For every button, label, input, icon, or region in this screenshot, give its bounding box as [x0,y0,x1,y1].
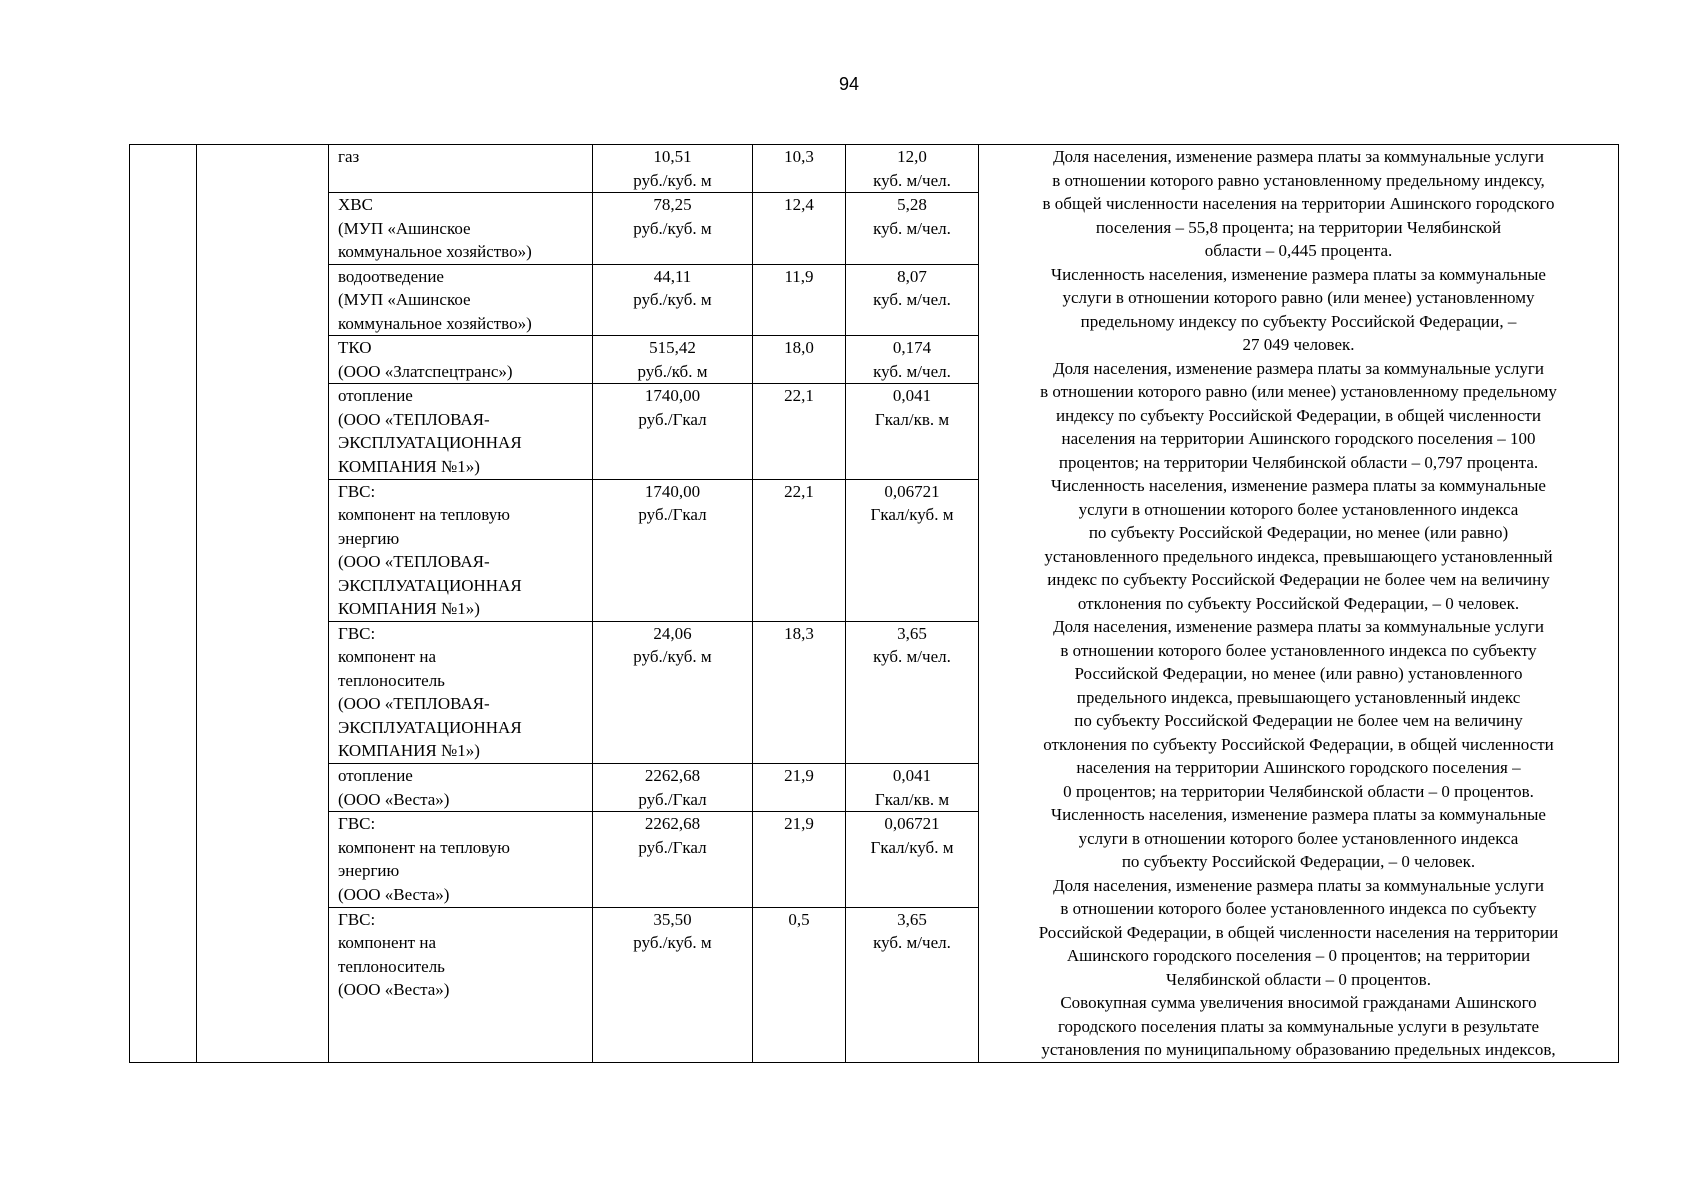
description-line: поселения – 55,8 процента; на территории Челябинской [1095,217,1502,237]
service-cell [329,384,593,479]
consumption-norm-line: 12,0 [897,147,927,166]
tariff-cell [593,621,753,763]
service-cell [329,479,593,621]
consumption-norm-line: Гкал/кв. м [874,789,950,809]
description-line: отклонения по субъекту Российской Федерации, – 0 человек. [1077,593,1520,613]
consumption-norm-line: 0,041 [892,766,932,786]
consumption-norm-cell [846,479,979,621]
service-line: ГВС: [338,814,376,834]
increase-percent-cell [753,907,846,1062]
description-line: процентов; на территории Челябинской области – 0,797 процента. [1058,452,1539,472]
service-line: ГВС: [338,481,376,501]
service-line: отопление [338,386,413,406]
description-line: в общей численности населения на территории Ашинского городского [1042,194,1555,213]
tariff-cell [593,812,753,907]
description-line: услуги в отношении которого более установленного индекса [1078,499,1519,519]
tariff-line: 2262,68 [644,814,701,834]
description-line: 27 049 человек. [1242,335,1355,354]
consumption-norm-line: 8,07 [897,266,927,286]
empty-cell-municipality [197,145,329,1063]
description-line: в отношении которого более установленного индекса по субъекту [1060,640,1537,660]
consumption-norm-line: куб. м/чел. [873,218,951,238]
description-line: Российской Федерации, в общей численности населения на территории [1038,922,1559,942]
increase-percent: 22,1 [784,386,814,406]
increase-percent-cell [753,764,846,812]
tariff-cell [593,193,753,265]
service-cell [329,621,593,763]
page-number: 94 [838,74,860,94]
tariff-line: руб./Гкал [638,837,707,857]
description-line: Численность населения, изменение размера платы за коммунальные [1051,476,1546,495]
tariff-line: руб./кб. м [637,361,708,381]
increase-percent-cell [753,145,846,193]
table-row [130,145,1619,193]
description-line: отклонения по субъекту Российской Федерации, в общей численности [1043,734,1554,754]
increase-percent: 18,3 [784,623,814,643]
tariff-cell [593,384,753,479]
service-line: теплоноситель [338,670,445,690]
service-cell [329,193,593,265]
consumption-norm-cell [846,336,979,384]
description-line: в отношении которого равно установленному предельному индексу, [1052,170,1545,190]
consumption-norm-line: 3,65 [897,623,927,643]
service-cell [329,812,593,907]
consumption-norm-line: Гкал/куб. м [870,837,954,857]
consumption-norm-cell [846,621,979,763]
service-line: ГВС: [338,909,376,929]
service-line: энергию [338,861,400,881]
increase-percent-cell [753,264,846,336]
consumption-norm-line: Гкал/куб. м [870,505,954,525]
description-line: Челябинской области – 0 процентов. [1166,969,1431,989]
service-line: энергию [338,528,400,548]
description-line: населения на территории Ашинского городского поселения – 100 [1061,429,1536,448]
service-line: коммунальное хозяйство») [338,313,532,333]
tariff-line: руб./Гкал [638,505,707,525]
tariff-line: руб./куб. м [633,933,712,952]
service-line: водоотведение [338,266,444,286]
service-line: коммунальное хозяйство») [338,242,532,262]
increase-percent-cell [753,621,846,763]
service-line: ТКО [338,338,372,358]
consumption-norm-cell [846,193,979,265]
consumption-norm-cell [846,264,979,336]
service-cell [329,764,593,812]
description-line: 0 процентов; на территории Челябинской области – 0 процентов. [1063,781,1534,801]
tariff-line: руб./куб. м [633,218,712,238]
service-line: (ООО «ТЕПЛОВАЯ- [338,409,490,429]
service-line: (ООО «Веста») [338,884,450,904]
service-line: ЭКСПЛУАТАЦИОННАЯ [338,575,522,595]
increase-percent: 10,3 [784,147,814,166]
increase-percent-cell [753,193,846,265]
tariff-line: руб./Гкал [638,789,707,809]
service-line: КОМПАНИЯ №1») [338,599,480,619]
tariff-cell [593,145,753,193]
consumption-norm-cell [846,812,979,907]
service-line: (ООО «Веста») [338,980,450,999]
tariff-line: 44,11 [653,266,692,286]
service-cell [329,907,593,1062]
increase-percent: 18,0 [784,338,814,358]
tariff-cell [593,264,753,336]
increase-percent-cell [753,336,846,384]
service-line: (ООО «ТЕПЛОВАЯ- [338,694,490,714]
description-line: Российской Федерации, но менее (или равно) установленного [1074,664,1523,683]
description-line: Доля населения, изменение размера платы за коммунальные услуги [1053,875,1544,895]
description-line: индексу по субъекту Российской Федерации, в общей численности [1056,405,1541,425]
description-line: Численность населения, изменение размера платы за коммунальные [1051,805,1546,824]
increase-percent: 22,1 [784,481,814,501]
tariff-table [129,144,1619,1063]
service-cell [329,264,593,336]
service-line: компонент на [338,647,436,667]
increase-percent-cell [753,479,846,621]
description-line: по субъекту Российской Федерации не более чем на величину [1074,711,1523,730]
description-line: предельного индекса, превышающего установленный индекс [1076,687,1521,707]
empty-cell-number [130,145,197,1063]
description-line: в отношении которого более установленного индекса по субъекту [1060,899,1537,918]
tariff-cell [593,479,753,621]
service-line: (МУП «Ашинское [338,218,471,238]
tariff-line: 1740,00 [644,481,701,501]
service-line: компонент на тепловую [338,505,510,525]
service-line: (ООО «ТЕПЛОВАЯ- [338,552,490,572]
description-cell [979,145,1619,1063]
service-line: компонент на тепловую [338,837,510,857]
consumption-norm-line: 0,06721 [884,481,940,501]
consumption-norm-line: куб. м/чел. [873,170,951,190]
service-line: (ООО «Златспецтранс») [338,361,513,381]
increase-percent: 0,5 [788,909,810,929]
description-line: установления по муниципальному образованию предельных индексов, [1041,1040,1556,1059]
tariff-cell [593,336,753,384]
description-line: городского поселения платы за коммунальные услуги в результате [1057,1016,1540,1036]
description-line: по субъекту Российской Федерации, но менее (или равно) [1088,523,1509,542]
tariff-line: 2262,68 [644,766,701,786]
consumption-norm-cell [846,145,979,193]
consumption-norm-line: 0,174 [892,338,932,358]
consumption-norm-line: 3,65 [897,909,927,929]
consumption-norm-cell [846,384,979,479]
increase-percent-cell [753,812,846,907]
description-line: в отношении которого равно (или менее) установленному предельному [1040,382,1557,401]
service-line: ГВС: [338,623,376,643]
tariff-line: руб./куб. м [633,647,712,667]
service-line: (ООО «Веста») [338,789,450,809]
description-line: Доля населения, изменение размера платы за коммунальные услуги [1053,617,1544,636]
service-line: ЭКСПЛУАТАЦИОННАЯ [338,717,522,737]
service-line: теплоноситель [338,956,445,976]
description-line: услуги в отношении которого более установленного индекса [1078,828,1519,848]
increase-percent: 11,9 [784,266,814,286]
description-line: Ашинского городского поселения – 0 процентов; на территории [1066,946,1531,965]
description-line: услуги в отношении которого равно (или менее) установленному [1062,288,1535,307]
service-line: ЭКСПЛУАТАЦИОННАЯ [338,433,522,453]
consumption-norm-line: 0,041 [892,386,932,406]
description-line: Совокупная сумма увеличения вносимой гражданами Ашинского [1060,993,1537,1012]
increase-percent: 21,9 [784,766,814,786]
service-line: (МУП «Ашинское [338,290,471,310]
description-line: области – 0,445 процента. [1204,241,1393,260]
tariff-line: 1740,00 [644,386,701,406]
description-line: индекс по субъекту Российской Федерации не более чем на величину [1047,570,1550,589]
description-line: по субъекту Российской Федерации, – 0 человек. [1121,852,1476,871]
description-line: Доля населения, изменение размера платы за коммунальные услуги [1053,147,1544,166]
tariff-cell [593,907,753,1062]
description-line: предельному индексу по субъекту Российской Федерации, – [1080,311,1517,331]
consumption-norm-line: 0,06721 [884,814,940,834]
tariff-line: 78,25 [653,195,692,215]
tariff-line: 24,06 [653,623,692,643]
consumption-norm-line: Гкал/кв. м [874,409,950,429]
tariff-line: руб./куб. м [633,290,712,310]
tariff-line: 35,50 [653,909,692,929]
tariff-line: 10,51 [653,147,692,166]
description-line: установленного предельного индекса, превышающего установленный [1044,546,1553,566]
consumption-norm-line: куб. м/чел. [873,361,951,381]
service-cell [329,145,593,193]
consumption-norm-line: куб. м/чел. [873,933,951,952]
consumption-norm-cell [846,907,979,1062]
description-line: Численность населения, изменение размера платы за коммунальные [1051,264,1546,284]
description-line: Доля населения, изменение размера платы за коммунальные услуги [1053,358,1544,378]
increase-percent-cell [753,384,846,479]
tariff-cell [593,764,753,812]
service-line: компонент на [338,933,436,952]
tariff-line: руб./куб. м [633,170,712,190]
consumption-norm-line: куб. м/чел. [873,290,951,310]
increase-percent: 12,4 [784,195,814,215]
service-line: КОМПАНИЯ №1») [338,741,480,761]
consumption-norm-cell [846,764,979,812]
tariff-line: руб./Гкал [638,409,707,429]
service-line: ХВС [338,195,373,215]
service-line: отопление [338,766,413,786]
tariff-line: 515,42 [649,338,696,358]
service-cell [329,336,593,384]
description-line: населения на территории Ашинского городского поселения – [1076,758,1521,777]
service-line: КОМПАНИЯ №1») [338,456,480,476]
consumption-norm-line: куб. м/чел. [873,647,951,667]
consumption-norm-line: 5,28 [897,195,927,215]
service-line: газ [338,147,360,166]
increase-percent: 21,9 [784,814,814,834]
